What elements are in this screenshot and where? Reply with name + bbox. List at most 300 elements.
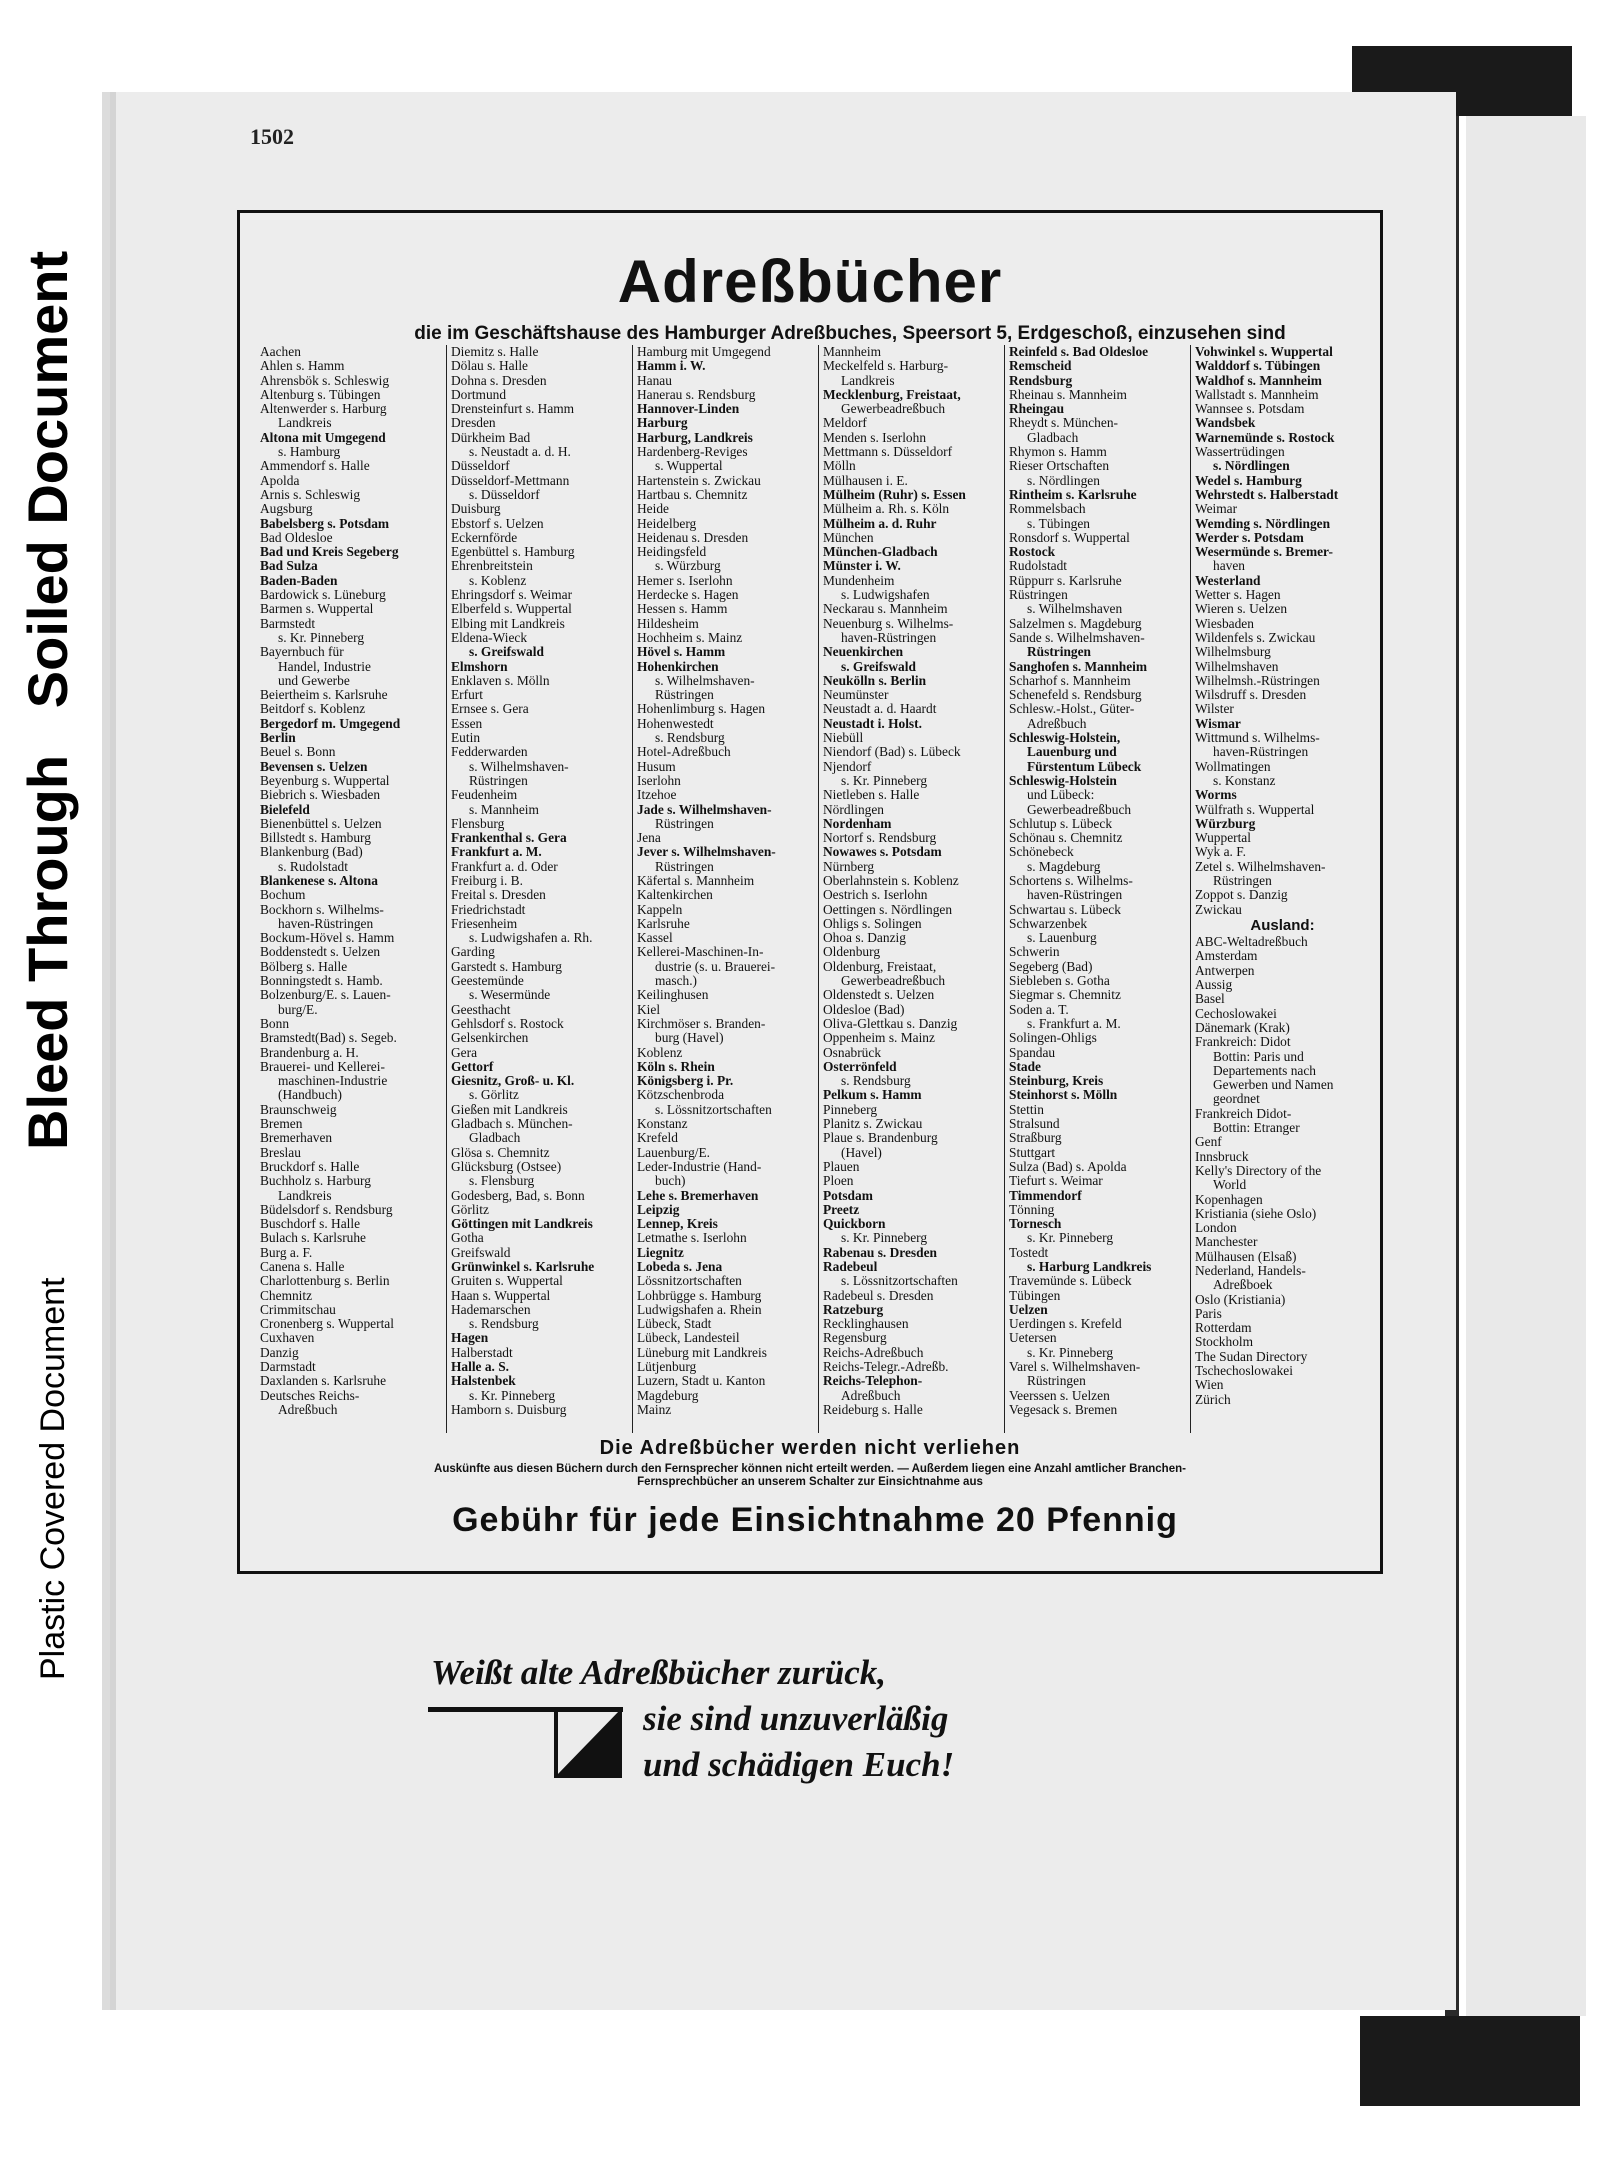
directory-entry: Pinneberg <box>823 1101 878 1117</box>
directory-entry: Soden a. T. <box>1009 1001 1069 1017</box>
directory-entry: Geestemünde <box>451 973 524 989</box>
directory-entry: Breslau <box>260 1144 301 1160</box>
directory-entry: Kopenhagen <box>1195 1191 1263 1207</box>
directory-entry: Wien <box>1195 1377 1224 1393</box>
directory-entry: maschinen-Industrie <box>278 1073 388 1089</box>
directory-entry: Fedderwarden <box>451 744 528 760</box>
directory-entry: Wilhelmsburg <box>1195 644 1271 660</box>
directory-entry: Cechoslowakei <box>1195 1005 1277 1021</box>
directory-entry: Dresden <box>451 415 496 431</box>
directory-entry: Bremerhaven <box>260 1130 333 1146</box>
directory-entry: Genf <box>1195 1134 1222 1150</box>
directory-entry: Reichs-Telegr.-Adreßb. <box>823 1359 949 1375</box>
directory-entry: Rüstringen <box>469 772 528 788</box>
directory-entry: Görlitz <box>451 1201 489 1217</box>
directory-entry: Recklinghausen <box>823 1316 909 1332</box>
directory-entry: Hamborn s. Duisburg <box>451 1401 567 1417</box>
directory-entry: Westerland <box>1195 572 1261 588</box>
directory-entry: Tornesch <box>1009 1216 1062 1232</box>
directory-entry: und Lübeck: <box>1027 787 1095 803</box>
directory-entry: Garstedt s. Hamburg <box>451 958 562 974</box>
directory-entry: Lütjenburg <box>637 1359 697 1375</box>
directory-entry: Hamburg mit Umgegend <box>637 345 771 359</box>
directory-entry: Harburg, Landkreis <box>637 429 753 445</box>
directory-entry: Drensteinfurt s. Hamm <box>451 401 575 417</box>
directory-entry: Nortorf s. Rendsburg <box>823 830 937 846</box>
directory-entry: Hartbau s. Chemnitz <box>637 486 748 502</box>
directory-entry: Mölln <box>823 458 856 474</box>
directory-entry: Mannheim <box>823 345 882 359</box>
directory-entry: Duisburg <box>451 501 501 517</box>
directory-entry: Neuenburg s. Wilhelms- <box>823 615 954 631</box>
directory-entry: Kirchmöser s. Branden- <box>637 1015 766 1031</box>
directory-entry: Warnemünde s. Rostock <box>1195 429 1335 445</box>
directory-entry: Zetel s. Wilhelmshaven- <box>1195 858 1326 874</box>
directory-entry: Altona mit Umgegend <box>260 429 386 445</box>
directory-entry: Brauerei- und Kellerei- <box>260 1058 385 1074</box>
directory-entry: Geesthacht <box>451 1001 511 1017</box>
directory-entry: s. Neustadt a. d. H. <box>469 444 571 460</box>
directory-entry: Travemünde s. Lübeck <box>1009 1273 1132 1289</box>
directory-entry: Wieren s. Uelzen <box>1195 601 1288 617</box>
directory-entry: Oliva-Glettkau s. Danzig <box>823 1015 958 1031</box>
directory-entry: Bad und Kreis Segeberg <box>260 544 399 560</box>
directory-entry: s. Harburg Landkreis <box>1027 1259 1152 1274</box>
directory-entry: Rheydt s. München- <box>1009 415 1118 431</box>
directory-entry: Rintheim s. Karlsruhe <box>1009 486 1137 502</box>
directory-entry: Düsseldorf <box>451 458 510 474</box>
directory-entry: s. Düsseldorf <box>469 486 540 502</box>
directory-entry: Krefeld <box>637 1130 678 1146</box>
directory-entry: Gera <box>451 1044 478 1060</box>
directory-entry: Rüstringen <box>655 687 714 703</box>
slogan-line1: Weißt alte Adreßbücher zurück, <box>431 1653 887 1692</box>
directory-entry: Mecklenburg, Freistaat, <box>823 386 961 402</box>
directory-entry: Burg a. F. <box>260 1244 313 1260</box>
directory-entry: Sulza (Bad) s. Apolda <box>1009 1158 1127 1174</box>
directory-entry: Elberfeld s. Wuppertal <box>451 601 572 617</box>
directory-entry: Berlin <box>260 730 296 746</box>
directory-entry: Schlutup s. Lübeck <box>1009 815 1113 831</box>
directory-entry: Adreßbuch <box>1027 715 1087 731</box>
directory-entry: Glösa s. Chemnitz <box>451 1144 550 1160</box>
directory-entry: Ehrenbreitstein <box>451 558 533 574</box>
directory-entry: Neustadt a. d. Haardt <box>823 701 937 717</box>
directory-entry: London <box>1195 1220 1237 1236</box>
directory-entry: Reinfeld s. Bad Oldesloe <box>1009 345 1149 359</box>
directory-entry: Mülheim (Ruhr) s. Essen <box>823 486 966 502</box>
directory-entry: Büdelsdorf s. Rendsburg <box>260 1201 393 1217</box>
directory-entry: Oldenburg, Freistaat, <box>823 958 937 974</box>
directory-entry: Biebrich s. Wiesbaden <box>260 787 381 803</box>
directory-entry: Wittmund s. Wilhelms- <box>1195 730 1320 746</box>
directory-entry: Elmshorn <box>451 658 508 674</box>
directory-entry: Neckarau s. Mannheim <box>823 601 948 617</box>
directory-entry: Niendorf (Bad) s. Lübeck <box>823 744 961 760</box>
directory-column-2 <box>446 345 626 1433</box>
directory-entry: Wilhelmshaven <box>1195 658 1279 674</box>
directory-entry: Wallstadt s. Mannheim <box>1195 386 1319 402</box>
directory-entry: Rheingau <box>1009 401 1065 417</box>
directory-entry: Bad Sulza <box>260 558 318 574</box>
slogan-line2: sie sind unzuverläßig <box>643 1699 949 1738</box>
directory-entry: Lübeck, Stadt <box>637 1316 712 1332</box>
directory-entry: Schleswig-Holstein <box>1009 772 1117 788</box>
directory-entry: und Gewerbe <box>278 672 350 688</box>
directory-entry: Frankreich Didot- <box>1195 1105 1292 1121</box>
directory-entry: Nördlingen <box>823 801 884 817</box>
directory-entry: Gewerbeadreßbuch <box>841 973 946 989</box>
directory-entry: ABC-Weltadreßbuch <box>1195 934 1308 950</box>
directory-entry: Leipzig <box>637 1201 680 1217</box>
directory-entry: Wildenfels s. Zwickau <box>1195 629 1316 645</box>
directory-entry: Rhymon s. Hamm <box>1009 444 1107 460</box>
directory-entry: Gladbach <box>469 1130 521 1146</box>
directory-entry: Altenburg s. Tübingen <box>260 386 381 402</box>
directory-entry: s. Flensburg <box>469 1173 535 1189</box>
directory-entry: Garding <box>451 944 495 960</box>
directory-entry: Ammendorf s. Halle <box>260 458 370 474</box>
directory-entry: Neukölln s. Berlin <box>823 672 927 688</box>
directory-entry: Mainz <box>637 1401 672 1417</box>
directory-entry: Gladbach s. München- <box>451 1116 573 1132</box>
directory-entry: Osterrönfeld <box>823 1058 897 1074</box>
directory-entry: Steinhorst s. Mölln <box>1009 1087 1118 1103</box>
directory-entry: Aachen <box>260 345 301 359</box>
directory-entry: Lössnitzortschaften <box>637 1273 742 1289</box>
directory-entry: Ludwigshafen a. Rhein <box>637 1301 762 1317</box>
directory-entry: Plaue s. Brandenburg <box>823 1130 938 1146</box>
directory-entry: s. Lössnitzortschaften <box>655 1101 772 1117</box>
directory-entry: Ebstorf s. Uelzen <box>451 515 544 531</box>
directory-entry: Bonningstedt s. Hamb. <box>260 973 383 989</box>
directory-entry: Amsterdam <box>1195 948 1258 964</box>
directory-entry: Gewerbeadreßbuch <box>841 401 946 417</box>
directory-entry: Manchester <box>1195 1234 1258 1250</box>
directory-entry: Wilsdruff s. Dresden <box>1195 687 1307 703</box>
directory-entry: Hochheim s. Mainz <box>637 629 743 645</box>
directory-entry: Ronsdorf s. Wuppertal <box>1009 529 1130 545</box>
directory-entry: Harburg <box>637 415 688 431</box>
directory-entry: Gewerbeadreßbuch <box>1027 801 1132 817</box>
directory-entry: Ahlen s. Hamm <box>260 358 345 374</box>
directory-entry: Bayernbuch für <box>260 644 344 660</box>
directory-entry: Lüneburg mit Landkreis <box>637 1344 767 1360</box>
directory-entry: Bremen <box>260 1116 303 1132</box>
directory-entry: Dürkheim Bad <box>451 429 531 445</box>
directory-entry: haven-Rüstringen <box>1027 887 1123 903</box>
directory-entry: Meckelfeld s. Harburg- <box>823 358 949 374</box>
directory-entry: Jade s. Wilhelmshaven- <box>637 801 772 817</box>
directory-entry: Neumünster <box>823 687 889 703</box>
directory-entry: s. Koblenz <box>469 572 527 588</box>
directory-entry: haven-Rüstringen <box>1213 744 1309 760</box>
directory-entry: s. Nördlingen <box>1213 458 1290 474</box>
directory-entry: Landkreis <box>841 372 895 388</box>
directory-entry: (Havel) <box>841 1144 882 1160</box>
directory-entry: Bölberg s. Halle <box>260 958 348 974</box>
page-number: 1502 <box>250 124 294 149</box>
directory-entry: Rüppurr s. Karlsruhe <box>1009 572 1122 588</box>
directory-entry: Wemding s. Nördlingen <box>1195 515 1331 531</box>
directory-entry: Rüstringen <box>1027 644 1091 660</box>
directory-entry: Basel <box>1195 991 1225 1007</box>
directory-entry: Wiesbaden <box>1195 615 1254 631</box>
directory-entry: Lübeck, Landesteil <box>637 1330 740 1346</box>
directory-entry: Bockhorn s. Wilhelms- <box>260 901 384 917</box>
directory-entry: Schenefeld s. Rendsburg <box>1009 687 1142 703</box>
directory-entry: Magdeburg <box>637 1387 699 1403</box>
directory-entry: Billstedt s. Hamburg <box>260 830 371 846</box>
directory-entry: Rendsburg <box>1009 372 1073 388</box>
directory-entry: Kassel <box>637 930 673 946</box>
directory-entry: Halle a. S. <box>451 1359 510 1375</box>
directory-entry: Käfertal s. Mannheim <box>637 872 755 888</box>
advertisement-box <box>237 210 1383 1574</box>
directory-entry: Cronenberg s. Wuppertal <box>260 1316 394 1332</box>
directory-entry: Bruckdorf s. Halle <box>260 1158 360 1174</box>
directory-entry: Sanghofen s. Mannheim <box>1009 658 1148 674</box>
directory-entry: Danzig <box>260 1344 299 1360</box>
directory-entry: Enklaven s. Mölln <box>451 672 550 688</box>
directory-entry: Hannover-Linden <box>637 401 740 417</box>
directory-entry: Herdecke s. Hagen <box>637 587 739 603</box>
directory-entry: s. Lauenburg <box>1027 930 1097 946</box>
directory-entry: Hessen s. Hamm <box>637 601 728 617</box>
directory-entry: Beuel s. Bonn <box>260 744 336 760</box>
directory-entry: Stade <box>1009 1058 1041 1074</box>
directory-entry: Bockum-Hövel s. Hamm <box>260 930 395 946</box>
directory-entry: Wehrstedt s. Halberstadt <box>1195 486 1339 502</box>
directory-entry: Uerdingen s. Krefeld <box>1009 1316 1122 1332</box>
directory-entry: s. Mannheim <box>469 801 539 817</box>
directory-entry: Crimmitschau <box>260 1301 336 1317</box>
directory-entry: Münster i. W. <box>823 558 901 574</box>
directory-entry: Weimar <box>1195 501 1238 517</box>
directory-entry: Bergedorf m. Umgegend <box>260 715 401 731</box>
directory-entry: Bottin: Paris und <box>1213 1048 1304 1064</box>
directory-entry: Oldesloe (Bad) <box>823 1001 905 1017</box>
directory-entry: Gewerben und Namen <box>1213 1077 1334 1093</box>
scan-edge-bottom <box>1360 2016 1580 2106</box>
directory-entry: Bardowick s. Lüneburg <box>260 587 386 603</box>
directory-entry: Gießen mit Landkreis <box>451 1101 568 1117</box>
directory-entry: Wedel s. Hamburg <box>1195 472 1302 488</box>
directory-entry: Wilster <box>1195 701 1234 717</box>
directory-entry: Potsdam <box>823 1187 873 1203</box>
directory-entry: Wülfrath s. Wuppertal <box>1195 801 1315 817</box>
directory-entry: s. Hamburg <box>278 444 341 460</box>
directory-entry: Worms <box>1195 787 1237 803</box>
directory-entry: s. Nördlingen <box>1027 472 1100 488</box>
directory-entry: Haan s. Wuppertal <box>451 1287 551 1303</box>
directory-entry: Aussig <box>1195 977 1233 993</box>
directory-entry: haven-Rüstringen <box>841 629 937 645</box>
directory-entry: Ploen <box>823 1173 854 1189</box>
directory-entry: Beitdorf s. Koblenz <box>260 701 366 717</box>
directory-entry: s. Tübingen <box>1027 515 1090 531</box>
directory-entry: Itzehoe <box>637 787 677 803</box>
directory-entry: Nowawes s. Potsdam <box>823 844 942 860</box>
directory-entry: Würzburg <box>1195 815 1256 831</box>
directory-entry: Heide <box>637 501 669 517</box>
directory-entry: Bramstedt(Bad) s. Segeb. <box>260 1030 397 1046</box>
directory-entry: s. Kr. Pinneberg <box>841 772 928 788</box>
small-print <box>250 1463 1370 1489</box>
directory-entry: Spandau <box>1009 1044 1056 1060</box>
directory-entry: Rabenau s. Dresden <box>823 1244 937 1260</box>
directory-entry: Planitz s. Zwickau <box>823 1116 923 1132</box>
directory-entry: Ehringsdorf s. Weimar <box>451 587 573 603</box>
directory-entry: Ohligs s. Solingen <box>823 915 922 931</box>
directory-entry: Lauenburg/E. <box>637 1144 711 1160</box>
directory-entry: World <box>1213 1177 1247 1193</box>
page-title: Adreßbücher <box>617 248 1003 315</box>
directory-entry: Greifswald <box>451 1244 511 1260</box>
directory-entry: Schwerin <box>1009 944 1060 960</box>
directory-entry: Canena s. Halle <box>260 1259 345 1274</box>
directory-entry: Paris <box>1195 1305 1222 1321</box>
directory-entry: Eutin <box>451 730 481 746</box>
directory-entry: s. Frankfurt a. M. <box>1027 1015 1121 1031</box>
directory-entry: Rostock <box>1009 544 1056 560</box>
directory-entry: Innsbruck <box>1195 1148 1249 1164</box>
directory-entry: Schortens s. Wilhelms- <box>1009 872 1133 888</box>
directory-entry: Lobeda s. Jena <box>637 1259 723 1274</box>
directory-entry: Dortmund <box>451 386 507 402</box>
directory-entry: Quickborn <box>823 1216 886 1232</box>
directory-entry: Frankenthal s. Gera <box>451 830 567 846</box>
directory-entry: Reideburg s. Halle <box>823 1401 923 1417</box>
directory-entry: Oestrich s. Iserlohn <box>823 887 928 903</box>
directory-entry: s. Würzburg <box>655 558 721 574</box>
directory-entry: s. Kr. Pinneberg <box>1027 1230 1114 1246</box>
directory-entry: Apolda <box>260 472 300 488</box>
directory-entry: Siegmar s. Chemnitz <box>1009 987 1121 1003</box>
directory-entry: Husum <box>637 758 676 774</box>
directory-entry: Bolzenburg/E. s. Lauen- <box>260 987 391 1003</box>
directory-entry: Rüstringen <box>1213 872 1272 888</box>
directory-entry: Zürich <box>1195 1391 1231 1407</box>
directory-entry: Diemitz s. Halle <box>451 345 539 359</box>
directory-entry: Deutsches Reichs- <box>260 1387 360 1403</box>
directory-entry: Bulach s. Karlsruhe <box>260 1230 366 1246</box>
directory-entry: Salzelmen s. Magdeburg <box>1009 615 1142 631</box>
directory-entry: Babelsberg s. Potsdam <box>260 515 390 531</box>
directory-entry: Leder-Industrie (Hand- <box>637 1158 762 1174</box>
directory-entry: Oppenheim s. Mainz <box>823 1030 935 1046</box>
directory-entry: Giesnitz, Groß- u. Kl. <box>451 1073 575 1089</box>
directory-entry: s. Görlitz <box>469 1087 519 1103</box>
directory-entry: Tostedt <box>1009 1244 1049 1260</box>
directory-entry: Köln s. Rhein <box>637 1058 715 1074</box>
directory-entry: Rüstringen <box>1009 587 1068 603</box>
directory-entry: Tschechoslowakei <box>1195 1363 1293 1379</box>
directory-entry: Liegnitz <box>637 1244 684 1260</box>
directory-entry: Gruiten s. Wuppertal <box>451 1273 563 1289</box>
directory-entry: Departements nach <box>1213 1062 1316 1078</box>
directory-entry: Steinburg, Kreis <box>1009 1073 1104 1089</box>
directory-entry: Stockholm <box>1195 1334 1254 1350</box>
directory-entry: Koblenz <box>637 1044 683 1060</box>
directory-entry: Iserlohn <box>637 772 681 788</box>
directory-entry: Erfurt <box>451 687 483 703</box>
directory-column-4 <box>818 345 998 1433</box>
directory-entry: Menden s. Iserlohn <box>823 429 927 445</box>
directory-entry: Hemer s. Iserlohn <box>637 572 733 588</box>
directory-entry: buch) <box>655 1173 686 1189</box>
directory-entry: Hademarschen <box>451 1301 531 1317</box>
directory-entry: Regensburg <box>823 1330 887 1346</box>
directory-entry: Niebüll <box>823 730 864 746</box>
directory-entry: Karlsruhe <box>637 915 690 931</box>
directory-entry: Oettingen s. Nördlingen <box>823 901 953 917</box>
directory-entry: Sande s. Wilhelmshaven- <box>1009 629 1145 645</box>
directory-entry: Mülhausen i. E. <box>823 472 908 488</box>
directory-entry: Halberstadt <box>451 1344 513 1360</box>
directory-entry: Oldenburg <box>823 944 881 960</box>
directory-entry: Bad Oldesloe <box>260 529 333 545</box>
directory-entry: s. Greifswald <box>841 658 916 674</box>
fee-text: Gebühr für jede Einsichtnahme 20 Pfennig <box>452 1501 1178 1539</box>
directory-entry: Hanau <box>637 372 672 388</box>
directory-entry: Kelly's Directory of the <box>1195 1162 1322 1178</box>
directory-entry: Vegesack s. Bremen <box>1009 1401 1118 1417</box>
directory-entry: Hohenwestedt <box>637 715 714 731</box>
directory-entry: Kaltenkirchen <box>637 887 713 903</box>
directory-entry: Wetter s. Hagen <box>1195 587 1281 603</box>
directory-entry: Altenwerder s. Harburg <box>260 401 387 417</box>
directory-entry: München-Gladbach <box>823 544 938 560</box>
directory-entry: s. Wilhelmshaven- <box>655 672 755 688</box>
directory-entry: Zoppot s. Danzig <box>1195 887 1288 903</box>
directory-entry: Frankfurt a. M. <box>451 844 542 860</box>
directory-entry: s. Ludwigshafen <box>841 587 930 603</box>
directory-entry: Heidelberg <box>637 515 697 531</box>
directory-entry: Pelkum s. Hamm <box>823 1087 922 1103</box>
directory-entry: Uelzen <box>1009 1301 1048 1317</box>
page-subtitle: die im Geschäftshause des Hamburger Adreßbuches, Speersort 5, Erdgeschoß, einzusehen sind <box>414 323 1286 344</box>
directory-entry: The Sudan Directory <box>1195 1348 1308 1364</box>
directory-entry: Baden-Baden <box>260 572 338 588</box>
directory-entry: Gladbach <box>1027 429 1079 445</box>
directory-entry: Barmstedt <box>260 615 316 631</box>
directory-entry: Tiefurt s. Weimar <box>1009 1173 1103 1189</box>
directory-entry: München <box>823 529 874 545</box>
directory-entry: Oldenstedt s. Uelzen <box>823 987 935 1003</box>
directory-entry: s. Rendsburg <box>841 1073 911 1089</box>
directory-entry: Segeberg (Bad) <box>1009 958 1093 974</box>
directory-entry: Beiertheim s. Karlsruhe <box>260 687 388 703</box>
directory-entry: Hamm i. W. <box>637 358 706 374</box>
directory-entry: Boddenstedt s. Uelzen <box>260 944 381 960</box>
directory-entry: Uetersen <box>1009 1330 1057 1346</box>
directory-entry: s. Kr. Pinneberg <box>469 1387 556 1403</box>
directory-entry: Remscheid <box>1009 358 1072 374</box>
directory-entry: Frankreich: Didot <box>1195 1034 1291 1050</box>
directory-entry: Radebeul <box>823 1259 878 1274</box>
directory-entry: Mülheim a. Rh. s. Köln <box>823 501 950 517</box>
directory-entry: s. Greifswald <box>469 644 544 660</box>
directory-entry: Ohoa s. Danzig <box>823 930 906 946</box>
directory-entry: s. Wilhelmshaven- <box>469 758 569 774</box>
directory-entry: s. Ludwigshafen a. Rh. <box>469 930 593 946</box>
directory-entry: Dölau s. Halle <box>451 358 528 374</box>
directory-entry: Hardenberg-Reviges <box>637 444 748 460</box>
directory-entry: Lennep, Kreis <box>637 1216 718 1232</box>
small-print-line2: Fernsprechbücher an unserem Schalter zur Einsichtnahme aus <box>637 1476 983 1488</box>
directory-entry: Wannsee s. Potsdam <box>1195 401 1305 417</box>
